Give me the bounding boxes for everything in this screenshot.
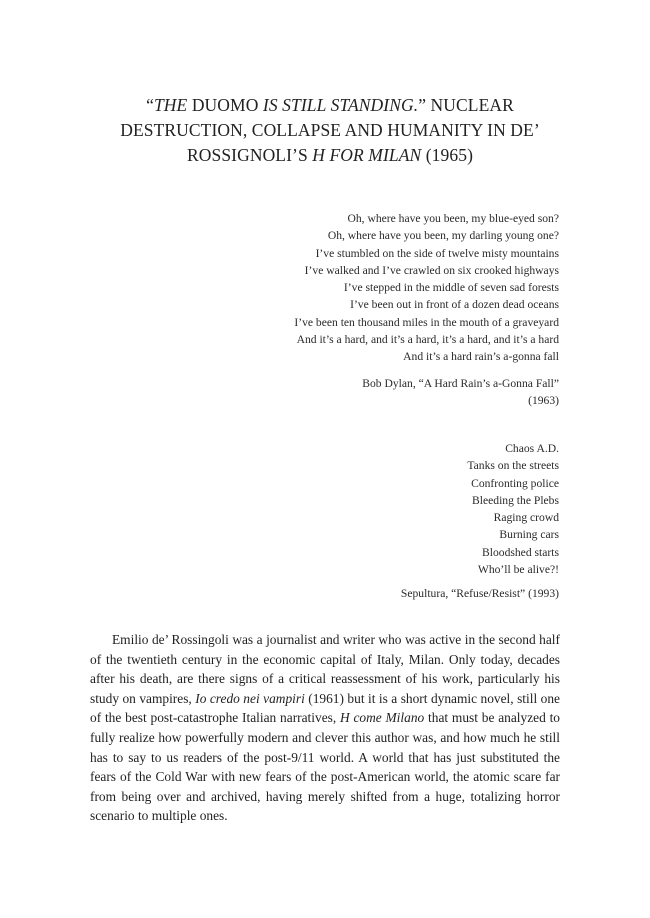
epigraph-sepultura xyxy=(467,440,559,578)
title-line-1 xyxy=(60,93,600,118)
title-italic-h-for-milan: H FOR MILAN xyxy=(312,145,422,165)
paragraph-text: that must be analyzed to fully realize how powerfully modern and clever this author was, and how much he still has to say to us readers of the post-9/11 world. A world that has just substituted the fears of the Cold War with new fears of the post-American world, the atomic scare far from being over and archived, having merely shifted from a huge, totalizing horror scenario to multiple ones. xyxy=(90,710,560,824)
paragraph-italic-title: Io credo nei vampiri xyxy=(195,690,305,706)
attribution-line: (1963) xyxy=(528,394,559,408)
epigraph-line: And it’s a hard, and it’s a hard, it’s a hard, and it’s a hard xyxy=(296,333,559,347)
paragraph-italic-title: H come Milano xyxy=(340,710,425,726)
epigraph-sepultura-attribution xyxy=(401,585,559,602)
epigraph-line: I’ve walked and I’ve crawled on six crooked highways xyxy=(304,263,559,277)
title-text-duomo: DUOMO xyxy=(187,95,263,115)
attribution-line: Bob Dylan, “A Hard Rain’s a-Gonna Fall” xyxy=(362,377,559,390)
title-line-2 xyxy=(60,118,600,143)
epigraph-line: Chaos A.D. xyxy=(505,442,559,455)
title-quote-open: “ xyxy=(146,95,154,115)
epigraph-line: I’ve stepped in the middle of seven sad forests xyxy=(343,281,559,295)
paper-title xyxy=(60,93,600,168)
epigraph-line: Burning cars xyxy=(499,528,559,542)
paragraph-text: Emilio de’ Rossingoli was a journalist and writer who was active in the second half of the twentieth century in the economic capital of Italy, Milan. Only today, decades after his death, are there signs of a critical reassessment of his work, particularly his study on vampires, xyxy=(90,632,560,706)
epigraph-line: Bloodshed starts xyxy=(482,545,559,559)
title-text-destruction: DESTRUCTION, COLLAPSE AND HUMANITY IN DE’ xyxy=(120,120,540,140)
epigraph-line: And it’s a hard rain’s a-gonna fall xyxy=(403,350,559,364)
epigraph-line: I’ve been ten thousand miles in the mouth of a graveyard xyxy=(294,315,559,329)
attribution-line: Sepultura, “Refuse/Resist” (1993) xyxy=(400,587,559,600)
title-text-rossignoli: ROSSIGNOLI’S xyxy=(186,145,313,165)
epigraph-dylan xyxy=(294,210,559,366)
epigraph-line: Oh, where have you been, my blue-eyed son? xyxy=(347,212,559,225)
body-paragraph xyxy=(90,630,560,826)
epigraph-line: I’ve been out in front of a dozen dead oceans xyxy=(350,298,559,312)
epigraph-line: Who’ll be alive?! xyxy=(477,563,559,577)
epigraph-line: Tanks on the streets xyxy=(467,459,559,473)
epigraph-line: Bleeding the Plebs xyxy=(472,493,559,507)
title-text-year: (1965) xyxy=(421,145,474,165)
epigraph-line: Oh, where have you been, my darling young one? xyxy=(327,229,559,243)
epigraph-dylan-attribution xyxy=(362,375,559,410)
title-italic-the: THE xyxy=(153,95,188,115)
title-line-3 xyxy=(60,143,600,168)
paragraph-text: (1961) but it is a short dynamic novel, still one of the best post-catastrophe Italian narratives, xyxy=(90,690,560,726)
title-text-nuclear: ” NUCLEAR xyxy=(418,95,514,115)
epigraph-line: Confronting police xyxy=(471,476,559,490)
title-italic-still-standing: IS STILL STANDING. xyxy=(262,95,419,115)
epigraph-line: Raging crowd xyxy=(493,511,559,525)
epigraph-line: I’ve stumbled on the side of twelve misty mountains xyxy=(315,246,559,260)
